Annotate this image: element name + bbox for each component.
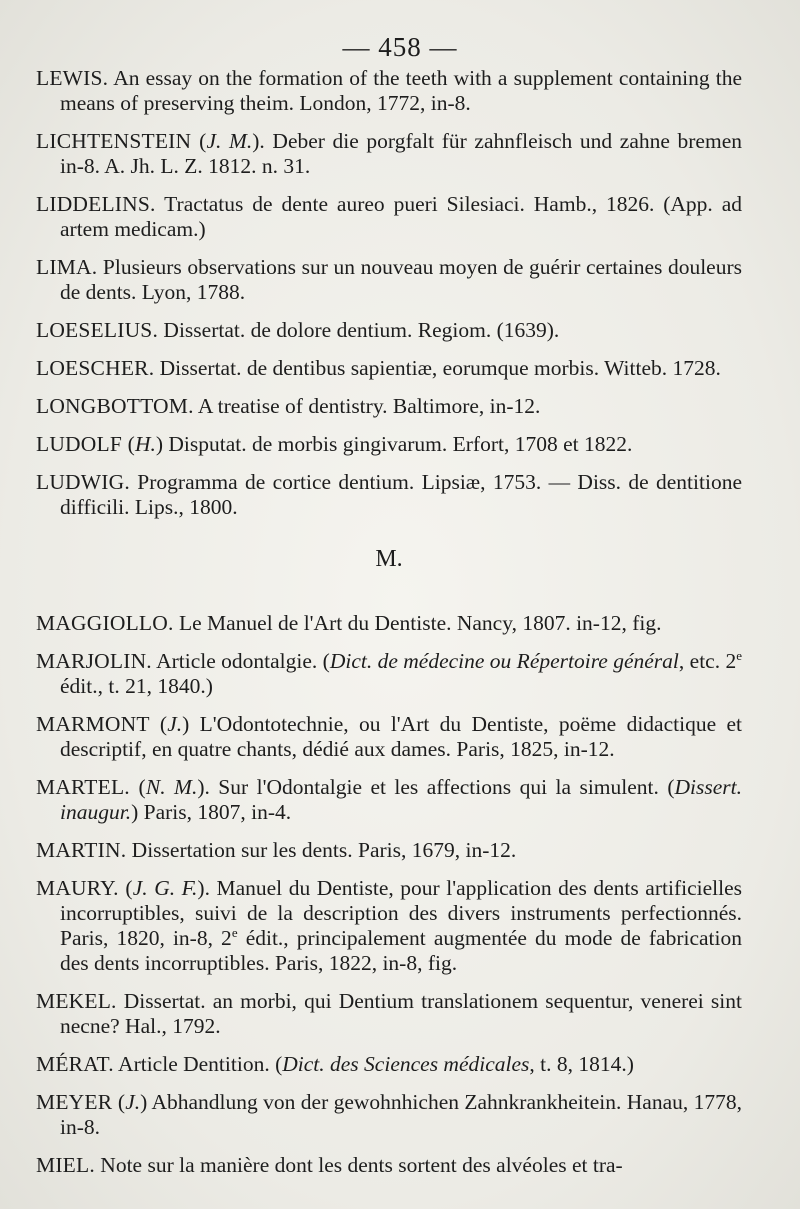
entry-italic: Dict. de médecine ou Répertoire général (329, 649, 679, 673)
entry-superscript: e (231, 924, 238, 940)
entry-text: Dissertat. de dolore dentium. Regiom. (1639). (158, 318, 560, 342)
entry-text: Programma de cortice dentium. Lipsiæ, 1753. — Diss. de dentitione difficili. Lips., 1800. (60, 470, 742, 519)
entry-text: An essay on the formation of the teeth with a supplement containing the means of preserving theim. London, 1772, in-8. (60, 66, 742, 115)
bibliography-entry-maggiollo (36, 611, 742, 636)
bibliography-entry (36, 192, 742, 242)
bibliography-entry-martel (36, 775, 742, 825)
entry-text: ) Disputat. de morbis gingivarum. Erfort, 1708 et 1822. (155, 432, 633, 456)
entry-author: LOESELIUS. (36, 318, 159, 342)
entry-italic: J. (125, 1090, 141, 1114)
entry-text: Tractatus de dente aureo pueri Silesiaci. Hamb., 1826. (App. ad artem medicam.) (60, 192, 742, 241)
entry-author: MIEL. (36, 1153, 95, 1177)
entry-author: LIMA. (36, 255, 98, 279)
entry-text: édit., principalement augmentée du mode de fabrication des dents incorruptibles. Paris, 1822, in-8, fig. (60, 926, 743, 975)
entry-author: MARTIN. (36, 838, 127, 862)
bibliography-entry-martin (36, 838, 742, 863)
bibliography-entry-maury (36, 876, 742, 976)
entry-text: édit., t. 21, 1840.) (60, 674, 213, 698)
bibliography-entry (36, 129, 742, 179)
bibliography-entry (36, 66, 742, 116)
entry-text: Dissertat. an morbi, qui Dentium translationem sequentur, venerei sint necne? Hal., 1792. (60, 989, 742, 1038)
entry-text: ) Paris, 1807, in-4. (131, 800, 292, 824)
entry-author: LICHTENSTEIN ( (36, 129, 207, 153)
entry-italic: Dict. des Sciences médicales (282, 1052, 530, 1076)
entry-text: Plusieurs observations sur un nouveau moyen de guérir certaines douleurs de dents. Lyon, 1788. (60, 255, 742, 304)
entry-text: Dissertat. de dentibus sapientiæ, eorumque morbis. Witteb. 1728. (154, 356, 721, 380)
entry-text: Dissertation sur les dents. Paris, 1679, in-12. (126, 838, 517, 862)
entry-author: MARTEL. ( (36, 775, 146, 799)
entry-author: MARMONT ( (36, 712, 168, 736)
entry-italic: N. M. (145, 775, 198, 799)
entry-italic: Dissert. inaugur. (60, 775, 742, 824)
bibliography-entry (36, 356, 742, 381)
entry-text: ). Deber die porgfalt für zahnfleisch und zahne bremen in-8. A. Jh. L. Z. 1812. n. 31. (60, 129, 742, 178)
entry-text: ) L'Odontotechnie, ou l'Art du Dentiste, poëme didactique et descriptif, en quatre chants, dédié aux dames. Paris, 1825, in-12. (60, 712, 742, 761)
bibliography-entry-merat (36, 1052, 742, 1077)
entry-initials: J. M. (206, 129, 253, 153)
entry-superscript: e (736, 647, 742, 663)
bibliography-entry (36, 394, 742, 419)
bibliography-entry-meyer (36, 1090, 742, 1140)
entry-author: MÉRAT. (36, 1052, 114, 1076)
bibliography-entry-mekel (36, 989, 742, 1039)
entry-author: LIDDELINS. (36, 192, 156, 216)
bibliography-entry (36, 255, 742, 305)
entry-text: Note sur la manière dont les dents sortent des alvéoles et tra- (94, 1153, 623, 1177)
bibliography-entry (36, 470, 742, 520)
entry-text: , etc. 2 (678, 649, 737, 673)
entries-letter-m (36, 611, 742, 1178)
entry-italic: J. G. F. (132, 876, 198, 900)
entry-author: LUDWIG. (36, 470, 130, 494)
section-letter-heading: M. (375, 546, 403, 572)
entry-author: LOESCHER. (36, 356, 155, 380)
entry-italic: J. (167, 712, 183, 736)
entry-text: Article Dentition. ( (113, 1052, 283, 1076)
bibliography-entry (36, 432, 742, 457)
entry-author: MARJOLIN. (36, 649, 152, 673)
entry-author: MEKEL. (36, 989, 117, 1013)
entry-author: LUDOLF ( (36, 432, 135, 456)
bibliography-list (36, 66, 742, 1191)
entry-author: LONGBOTTOM. (36, 394, 194, 418)
entry-text: ). Manuel du Dentiste, pour l'application des dents artificielles incorruptibles, suivi de la description des divers instruments perfectionnés. Paris, 1820, in-8, 2 (60, 876, 742, 950)
bibliography-entry (36, 318, 742, 343)
entry-author: LEWIS. (36, 66, 109, 90)
entry-initials: H. (134, 432, 156, 456)
entry-text: ). Sur l'Odontalgie et les affections qui la simulent. ( (197, 775, 675, 799)
page-number: — 458 — (342, 32, 458, 62)
entry-author: MEYER ( (36, 1090, 126, 1114)
entry-text: ) Abhandlung von der gewohnhichen Zahnkrankheitein. Hanau, 1778, in-8. (60, 1090, 743, 1139)
entry-text: A treatise of dentistry. Baltimore, in-12. (193, 394, 541, 418)
bibliography-entry-marmont (36, 712, 742, 762)
bibliography-entry-marjolin (36, 649, 742, 699)
entry-text: Le Manuel de l'Art du Dentiste. Nancy, 1807. in-12, fig. (173, 611, 662, 635)
entry-author: MAURY. ( (36, 876, 133, 900)
bibliography-entry-miel (36, 1153, 742, 1178)
entry-text: Article odontalgie. ( (151, 649, 330, 673)
entries-letter-l (36, 66, 742, 520)
entry-text: , t. 8, 1814.) (529, 1052, 634, 1076)
entry-author: MAGGIOLLO. (36, 611, 174, 635)
